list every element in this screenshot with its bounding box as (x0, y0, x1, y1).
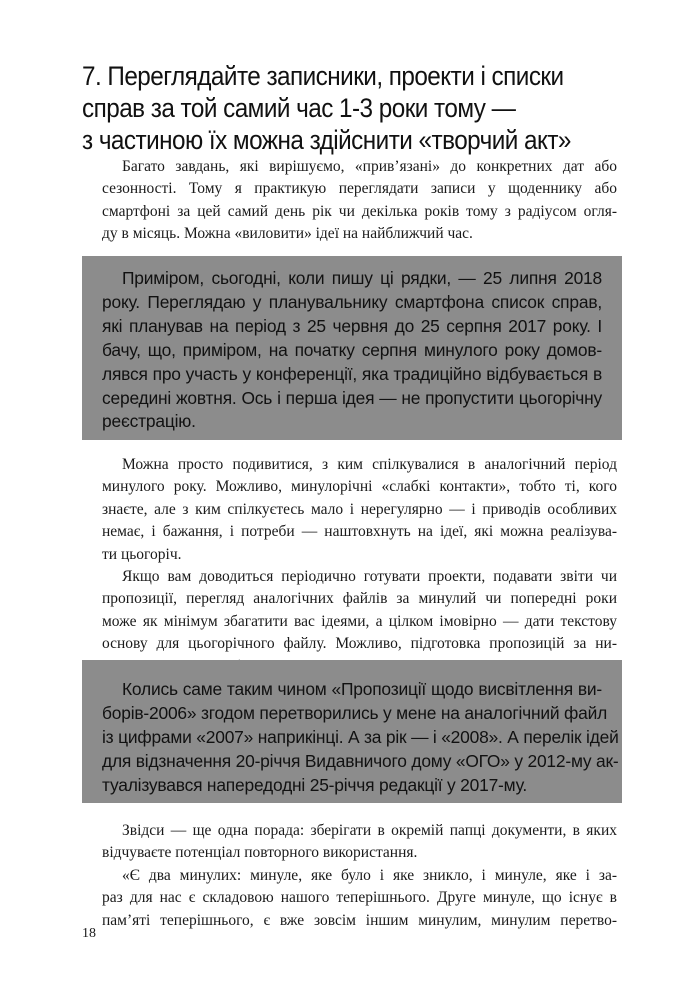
heading-line: 7. Переглядайте записники, проекти і списки (82, 61, 564, 91)
text-line: бачу, що, приміром, на початку серпня минулого року домов- (102, 339, 602, 360)
paragraph-contacts (82, 454, 617, 566)
text-line: немає, і бажання, і потреби — наштовхнуть на ідеї, які можна реалізува- (102, 523, 617, 541)
text-line: реєстрацію. (102, 411, 196, 432)
highlight-box-text (102, 678, 619, 798)
text-line: може як мінімум збагатити вас ідеями, а цілком імовірно — дати текстову (102, 612, 617, 630)
heading-line: справ за той самий час 1-3 роки тому — (82, 93, 516, 123)
text-line: із цифрами «2007» наприкінці. А за рік — і «2008». А перелік ідей (102, 726, 619, 747)
text-line: середині жовтня. Ось і перша ідея — не пропустити цьогорічну (102, 387, 602, 408)
paragraph-advice (82, 820, 617, 865)
paragraph-intro (82, 156, 617, 246)
text-line: які планував на період з 25 червня до 25 серпня 2017 року. І (102, 315, 602, 336)
paragraph-quote (82, 865, 617, 932)
text-line: смартфоні за цей самий день рік чи декілька років тому з радіусом огля- (102, 202, 617, 220)
text-line: «Є два минулих: минуле, яке було і яке зникло, і минуле, яке і за- (122, 867, 617, 884)
text-line: для відзначення 20-річчя Видавничого дому «ОГО» у 2012-му ак- (102, 750, 619, 771)
text-line: року. Переглядаю у планувальнику смартфона список справ, (102, 291, 602, 312)
highlight-box-example (82, 256, 622, 440)
text-line: основу для цьогорічного файлу. Можливо, підготовка пропозицій за ни- (102, 635, 617, 653)
text-line: Багато завдань, які вирішуємо, «прив’язані» до конкретних дат або (122, 158, 617, 175)
text-line: минулого року. Можливо, минулорічні «слабкі контакти», тобто ті, кого (102, 478, 617, 496)
text-line: відчуваєте потенціал повторного використання. (102, 844, 418, 862)
text-line: пропозиції, перегляд аналогічних файлів за минулий чи попередні роки (102, 590, 617, 608)
highlight-box-text (102, 267, 602, 434)
page-number: 18 (82, 926, 96, 941)
text-line: Приміром, сьогодні, коли пишу ці рядки, — 25 липня 2018 (122, 268, 602, 288)
text-line: знаєте, але з ким спілкуєтесь мало і нерегулярно — і приводів особливих (102, 500, 617, 518)
text-line: Колись саме таким чином «Пропозиції щодо висвітлення ви- (122, 679, 602, 699)
text-line: Якщо вам доводиться періодично готувати проекти, подавати звіти чи (122, 568, 617, 585)
text-line: туалізувався напередодні 25-річчя редакції у 2017-му. (102, 774, 527, 795)
section-heading (82, 60, 571, 156)
text-line: раз для нас є складовою нашого теперішнього. Друге минуле, що існує в (102, 889, 617, 907)
highlight-box-files (82, 660, 622, 803)
text-line: Можна просто подивитися, з ким спілкувалися в аналогічний період (122, 456, 617, 473)
text-line: Звідси — ще одна порада: зберігати в окремій папці документи, в яких (122, 822, 617, 839)
text-line: лявся про участь у конференції, яка традиційно відбувається в (102, 363, 602, 384)
text-line: ти цьогоріч. (102, 545, 182, 563)
text-line: борів-2006» згодом перетворились у мене на аналогічний файл (102, 702, 608, 723)
text-line: пам’яті теперішнього, є вже зовсім іншим минулим, минулим перетво- (102, 911, 617, 929)
text-line: сезонності. Тому я практикую переглядати записи у щоденнику або (102, 180, 617, 198)
text-line: ду в місяць. Можна «виловити» ідеї на найближчий час. (102, 225, 473, 243)
heading-line: з частиною їх можна здійснити «творчий акт» (82, 125, 571, 155)
